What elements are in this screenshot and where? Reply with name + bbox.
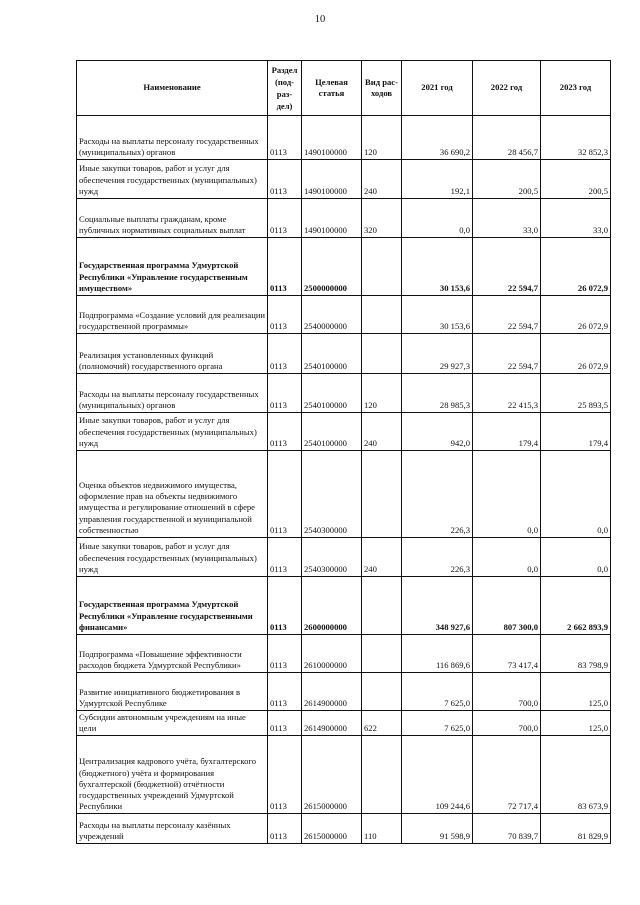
cell-name: Расходы на выплаты персоналу государственных (муниципальных) органов xyxy=(77,116,268,160)
cell-expense-type xyxy=(362,736,402,814)
cell-2021: 942,0 xyxy=(402,413,473,451)
cell-section: 0113 xyxy=(268,577,302,635)
cell-2022: 700,0 xyxy=(473,673,541,711)
cell-section: 0113 xyxy=(268,814,302,844)
cell-2022: 70 839,7 xyxy=(473,814,541,844)
cell-name: Подпрограмма «Повышение эффективности расходов бюджета Удмуртской Республики» xyxy=(77,635,268,673)
cell-2021: 7 625,0 xyxy=(402,711,473,736)
table-row xyxy=(77,577,611,635)
cell-expense-type xyxy=(362,635,402,673)
cell-name: Социальные выплаты гражданам, кроме публичных нормативных социальных выплат xyxy=(77,199,268,238)
cell-section: 0113 xyxy=(268,374,302,413)
cell-2023: 0,0 xyxy=(541,451,611,538)
cell-target: 2540100000 xyxy=(302,334,362,374)
cell-2022: 22 594,7 xyxy=(473,238,541,296)
cell-2021: 0,0 xyxy=(402,199,473,238)
cell-2023: 125,0 xyxy=(541,673,611,711)
table-header-row xyxy=(77,61,611,116)
cell-target: 2610000000 xyxy=(302,635,362,673)
cell-name: Расходы на выплаты персоналу государственных (муниципальных) органов xyxy=(77,374,268,413)
cell-target: 2540300000 xyxy=(302,538,362,577)
cell-2023: 81 829,9 xyxy=(541,814,611,844)
cell-2023: 83 798,9 xyxy=(541,635,611,673)
cell-name: Иные закупки товаров, работ и услуг для обеспечения государственных (муниципальных) нужд xyxy=(77,538,268,577)
cell-name: Реализация установленных функций (полномочий) государственного органа xyxy=(77,334,268,374)
cell-2022: 22 594,7 xyxy=(473,334,541,374)
cell-expense-type: 622 xyxy=(362,711,402,736)
cell-section: 0113 xyxy=(268,296,302,334)
cell-target: 2540000000 xyxy=(302,296,362,334)
cell-2023: 83 673,9 xyxy=(541,736,611,814)
cell-2021: 36 690,2 xyxy=(402,116,473,160)
cell-2023: 179,4 xyxy=(541,413,611,451)
cell-2023: 125,0 xyxy=(541,711,611,736)
table-row xyxy=(77,334,611,374)
cell-section: 0113 xyxy=(268,635,302,673)
cell-section: 0113 xyxy=(268,673,302,711)
cell-2021: 348 927,6 xyxy=(402,577,473,635)
cell-2022: 28 456,7 xyxy=(473,116,541,160)
table-row xyxy=(77,673,611,711)
cell-name: Оценка объектов недвижимого имущества, оформление прав на объекты недвижимого имущества и регулирование отношений в сфере управления государственной и муниципальной собственностью xyxy=(77,451,268,538)
cell-target: 2615000000 xyxy=(302,814,362,844)
cell-section: 0113 xyxy=(268,451,302,538)
cell-expense-type: 110 xyxy=(362,814,402,844)
cell-2021: 30 153,6 xyxy=(402,296,473,334)
cell-2021: 91 598,9 xyxy=(402,814,473,844)
cell-name: Субсидии автономным учреждениям на иные цели xyxy=(77,711,268,736)
header-2021: 2021 год xyxy=(402,61,473,116)
cell-expense-type xyxy=(362,334,402,374)
cell-name: Централизация кадрового учёта, бухгалтерского (бюджетного) учёта и формирования бухгалтерской (бюджетной) отчётности государственных учреждений Удмуртской Республики xyxy=(77,736,268,814)
table-row xyxy=(77,413,611,451)
cell-2021: 192,1 xyxy=(402,160,473,199)
cell-section: 0113 xyxy=(268,199,302,238)
cell-expense-type xyxy=(362,296,402,334)
cell-2023: 26 072,9 xyxy=(541,296,611,334)
cell-2021: 29 927,3 xyxy=(402,334,473,374)
cell-2023: 2 662 893,9 xyxy=(541,577,611,635)
cell-expense-type: 240 xyxy=(362,160,402,199)
header-section: Раздел (под-раз-дел) xyxy=(268,61,302,116)
cell-2023: 33,0 xyxy=(541,199,611,238)
header-2023: 2023 год xyxy=(541,61,611,116)
cell-2023: 0,0 xyxy=(541,538,611,577)
cell-expense-type xyxy=(362,577,402,635)
cell-target: 2540300000 xyxy=(302,451,362,538)
cell-section: 0113 xyxy=(268,160,302,199)
cell-target: 2614900000 xyxy=(302,673,362,711)
cell-target: 1490100000 xyxy=(302,160,362,199)
header-expense-type: Вид рас-ходов xyxy=(362,61,402,116)
cell-2021: 7 625,0 xyxy=(402,673,473,711)
table-row xyxy=(77,814,611,844)
cell-expense-type: 120 xyxy=(362,116,402,160)
cell-target: 2540100000 xyxy=(302,413,362,451)
cell-name: Подпрограмма «Создание условий для реализации государственной программы» xyxy=(77,296,268,334)
cell-2022: 33,0 xyxy=(473,199,541,238)
table-row xyxy=(77,374,611,413)
table-row xyxy=(77,160,611,199)
table-row xyxy=(77,238,611,296)
page-number: 10 xyxy=(314,14,326,25)
cell-name: Государственная программа Удмуртской Республики «Управление государственным имуществом» xyxy=(77,238,268,296)
cell-expense-type xyxy=(362,238,402,296)
table-row xyxy=(77,635,611,673)
cell-expense-type: 320 xyxy=(362,199,402,238)
cell-section: 0113 xyxy=(268,413,302,451)
cell-section: 0113 xyxy=(268,736,302,814)
cell-2022: 200,5 xyxy=(473,160,541,199)
table-row xyxy=(77,199,611,238)
cell-2021: 226,3 xyxy=(402,538,473,577)
cell-2022: 0,0 xyxy=(473,451,541,538)
cell-2023: 26 072,9 xyxy=(541,238,611,296)
cell-target: 2500000000 xyxy=(302,238,362,296)
cell-2023: 26 072,9 xyxy=(541,334,611,374)
cell-2022: 72 717,4 xyxy=(473,736,541,814)
table-row xyxy=(77,296,611,334)
cell-name: Государственная программа Удмуртской Республики «Управление государственными финансами» xyxy=(77,577,268,635)
cell-2023: 32 852,3 xyxy=(541,116,611,160)
cell-2021: 28 985,3 xyxy=(402,374,473,413)
cell-target: 1490100000 xyxy=(302,116,362,160)
table-row xyxy=(77,116,611,160)
cell-2021: 116 869,6 xyxy=(402,635,473,673)
header-2022: 2022 год xyxy=(473,61,541,116)
table-row xyxy=(77,711,611,736)
cell-expense-type: 240 xyxy=(362,413,402,451)
cell-2021: 226,3 xyxy=(402,451,473,538)
header-name: Наименование xyxy=(77,61,268,116)
cell-target: 2615000000 xyxy=(302,736,362,814)
cell-name: Расходы на выплаты персоналу казённых учреждений xyxy=(77,814,268,844)
cell-target: 1490100000 xyxy=(302,199,362,238)
cell-expense-type xyxy=(362,673,402,711)
cell-section: 0113 xyxy=(268,334,302,374)
cell-section: 0113 xyxy=(268,116,302,160)
cell-2022: 807 300,0 xyxy=(473,577,541,635)
cell-expense-type: 240 xyxy=(362,538,402,577)
table-row xyxy=(77,451,611,538)
budget-table xyxy=(76,60,611,844)
cell-2021: 109 244,6 xyxy=(402,736,473,814)
cell-name: Иные закупки товаров, работ и услуг для обеспечения государственных (муниципальных) нужд xyxy=(77,413,268,451)
cell-target: 2600000000 xyxy=(302,577,362,635)
cell-2023: 25 893,5 xyxy=(541,374,611,413)
cell-section: 0113 xyxy=(268,538,302,577)
cell-2022: 73 417,4 xyxy=(473,635,541,673)
cell-section: 0113 xyxy=(268,238,302,296)
cell-name: Иные закупки товаров, работ и услуг для обеспечения государственных (муниципальных) нужд xyxy=(77,160,268,199)
cell-2022: 179,4 xyxy=(473,413,541,451)
cell-name: Развитие инициативного бюджетирования в Удмуртской Республике xyxy=(77,673,268,711)
table-row xyxy=(77,538,611,577)
cell-expense-type xyxy=(362,451,402,538)
cell-2021: 30 153,6 xyxy=(402,238,473,296)
cell-2022: 0,0 xyxy=(473,538,541,577)
cell-2023: 200,5 xyxy=(541,160,611,199)
cell-target: 2614900000 xyxy=(302,711,362,736)
header-target: Целевая статья xyxy=(302,61,362,116)
cell-2022: 700,0 xyxy=(473,711,541,736)
cell-expense-type: 120 xyxy=(362,374,402,413)
cell-section: 0113 xyxy=(268,711,302,736)
cell-2022: 22 594,7 xyxy=(473,296,541,334)
cell-2022: 22 415,3 xyxy=(473,374,541,413)
table-row xyxy=(77,736,611,814)
cell-target: 2540100000 xyxy=(302,374,362,413)
